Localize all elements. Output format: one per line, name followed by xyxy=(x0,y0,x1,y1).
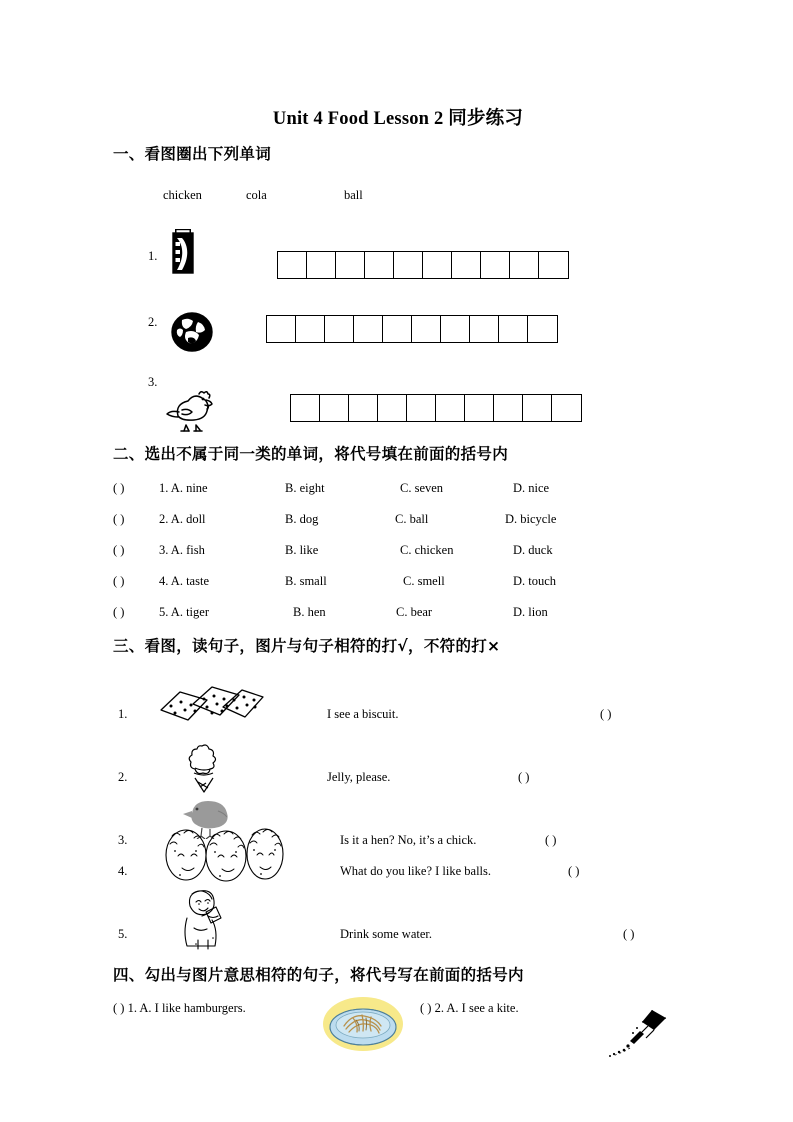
mc-row-2 xyxy=(113,512,693,527)
grid-cell[interactable] xyxy=(441,316,470,342)
mc-row-1 xyxy=(113,481,693,496)
section1-item-1-number: 1. xyxy=(148,249,158,263)
answer-grid-3[interactable] xyxy=(290,394,582,422)
section3-item-2-sentence: Jelly, please. xyxy=(327,770,391,784)
option-a[interactable]: 2. A. doll xyxy=(159,512,206,526)
section4-row-2[interactable] xyxy=(420,1001,519,1016)
section1-item-3-number: 3. xyxy=(148,375,158,389)
section3-item-3-sentence: Is it a hen? No, it’s a chick. xyxy=(340,833,477,847)
section3-item-5-sentence: Drink some water. xyxy=(340,927,432,941)
grid-cell[interactable] xyxy=(383,316,412,342)
answer-paren[interactable]: ( ) xyxy=(113,512,125,526)
section3-item-3-number: 3. xyxy=(118,833,128,847)
option-b[interactable]: B. small xyxy=(285,574,327,588)
grid-cell[interactable] xyxy=(499,316,528,342)
grid-cell[interactable] xyxy=(539,252,568,278)
section3-item-5-answer-paren[interactable]: ( ) xyxy=(623,927,635,941)
grid-cell[interactable] xyxy=(320,395,349,421)
mc-row-4 xyxy=(113,574,693,589)
option-c[interactable]: C. chicken xyxy=(400,543,454,557)
grid-cell[interactable] xyxy=(494,395,523,421)
answer-paren[interactable]: ( ) xyxy=(113,481,125,495)
answer-grid-1[interactable] xyxy=(277,251,569,279)
option-d[interactable]: D. nice xyxy=(513,481,550,495)
mc-row-3 xyxy=(113,543,693,558)
option-b[interactable]: B. like xyxy=(285,543,319,557)
section-1-heading: 一、看图圈出下列单词 xyxy=(113,145,272,163)
section3-item-2-answer-paren[interactable]: ( ) xyxy=(518,770,530,784)
section1-item-2-number: 2. xyxy=(148,315,158,329)
page-title: Unit 4 Food Lesson 2 同步练习 xyxy=(272,109,524,129)
section3-item-4-number: 4. xyxy=(118,864,128,878)
kite-icon xyxy=(604,1008,670,1064)
wordbank-word-ball: ball xyxy=(344,188,363,202)
option-d[interactable]: D. duck xyxy=(513,543,553,557)
answer-grid-2[interactable] xyxy=(266,315,558,343)
grid-cell[interactable] xyxy=(296,316,325,342)
answer-paren[interactable]: ( ) xyxy=(113,543,125,557)
option-a[interactable]: 4. A. taste xyxy=(159,574,209,588)
answer-paren[interactable]: ( ) xyxy=(113,605,125,619)
grid-cell[interactable] xyxy=(325,316,354,342)
grid-cell[interactable] xyxy=(394,252,423,278)
biscuits-icon xyxy=(155,682,265,728)
option-b[interactable]: B. hen xyxy=(293,605,326,619)
hen-icon xyxy=(158,386,220,432)
grid-cell[interactable] xyxy=(423,252,452,278)
option-d[interactable]: D. touch xyxy=(513,574,557,588)
section4-row-1[interactable] xyxy=(113,1001,246,1016)
option-b[interactable]: B. dog xyxy=(285,512,319,526)
section3-item-1-answer-paren[interactable]: ( ) xyxy=(600,707,612,721)
section-2-heading: 二、选出不属于同一类的单词，将代号填在前面的括号内 xyxy=(113,445,509,463)
ice-cream-icon xyxy=(186,742,222,794)
section3-item-4-sentence: What do you like? I like balls. xyxy=(340,864,492,878)
grid-cell[interactable] xyxy=(307,252,336,278)
section-3-heading: 三、看图，读句子，图片与句子相符的打√，不符的打× xyxy=(113,637,501,655)
section3-item-1-number: 1. xyxy=(118,707,128,721)
grid-cell[interactable] xyxy=(349,395,378,421)
section3-item-4-answer-paren[interactable]: ( ) xyxy=(568,864,580,878)
boy-drinking-icon xyxy=(172,888,234,950)
grid-cell[interactable] xyxy=(452,252,481,278)
option-c[interactable]: C. bear xyxy=(396,605,433,619)
option-c[interactable]: C. smell xyxy=(403,574,445,588)
grid-cell[interactable] xyxy=(481,252,510,278)
answer-paren[interactable]: ( ) xyxy=(113,574,125,588)
section4-option-text[interactable]: 1. A. I like hamburgers. xyxy=(127,1001,246,1015)
grid-cell[interactable] xyxy=(510,252,539,278)
grid-cell[interactable] xyxy=(354,316,383,342)
grid-cell[interactable] xyxy=(378,395,407,421)
noodles-plate-icon xyxy=(322,996,404,1052)
grid-cell[interactable] xyxy=(365,252,394,278)
grid-cell[interactable] xyxy=(412,316,441,342)
section3-item-3-answer-paren[interactable]: ( ) xyxy=(545,833,557,847)
section3-item-5-number: 5. xyxy=(118,927,128,941)
option-a[interactable]: 5. A. tiger xyxy=(159,605,209,619)
grid-cell[interactable] xyxy=(267,316,296,342)
grid-cell[interactable] xyxy=(528,316,557,342)
section-4-heading: 四、勾出与图片意思相符的句子，将代号写在前面的括号内 xyxy=(113,966,524,984)
section4-option-text[interactable]: 2. A. I see a kite. xyxy=(434,1001,519,1015)
wordbank-word-chicken: chicken xyxy=(163,188,202,202)
grid-cell[interactable] xyxy=(470,316,499,342)
faces-icon xyxy=(162,826,284,884)
soccer-ball-icon xyxy=(170,311,214,353)
grid-cell[interactable] xyxy=(407,395,436,421)
option-a[interactable]: 3. A. fish xyxy=(159,543,205,557)
option-d[interactable]: D. bicycle xyxy=(505,512,557,526)
mc-row-5 xyxy=(113,605,693,620)
wordbank-word-cola: cola xyxy=(246,188,267,202)
cola-can-icon xyxy=(170,228,196,276)
grid-cell[interactable] xyxy=(465,395,494,421)
grid-cell[interactable] xyxy=(436,395,465,421)
option-c[interactable]: C. seven xyxy=(400,481,444,495)
grid-cell[interactable] xyxy=(523,395,552,421)
section3-item-1-sentence: I see a biscuit. xyxy=(327,707,399,721)
section3-item-2-number: 2. xyxy=(118,770,128,784)
option-c[interactable]: C. ball xyxy=(395,512,429,526)
grid-cell[interactable] xyxy=(552,395,581,421)
grid-cell[interactable] xyxy=(336,252,365,278)
answer-paren[interactable]: ( ) xyxy=(113,1001,125,1015)
grid-cell[interactable] xyxy=(291,395,320,421)
option-b[interactable]: B. eight xyxy=(285,481,325,495)
answer-paren[interactable]: ( ) xyxy=(420,1001,432,1015)
option-d[interactable]: D. lion xyxy=(513,605,548,619)
grid-cell[interactable] xyxy=(278,252,307,278)
option-a[interactable]: 1. A. nine xyxy=(159,481,208,495)
